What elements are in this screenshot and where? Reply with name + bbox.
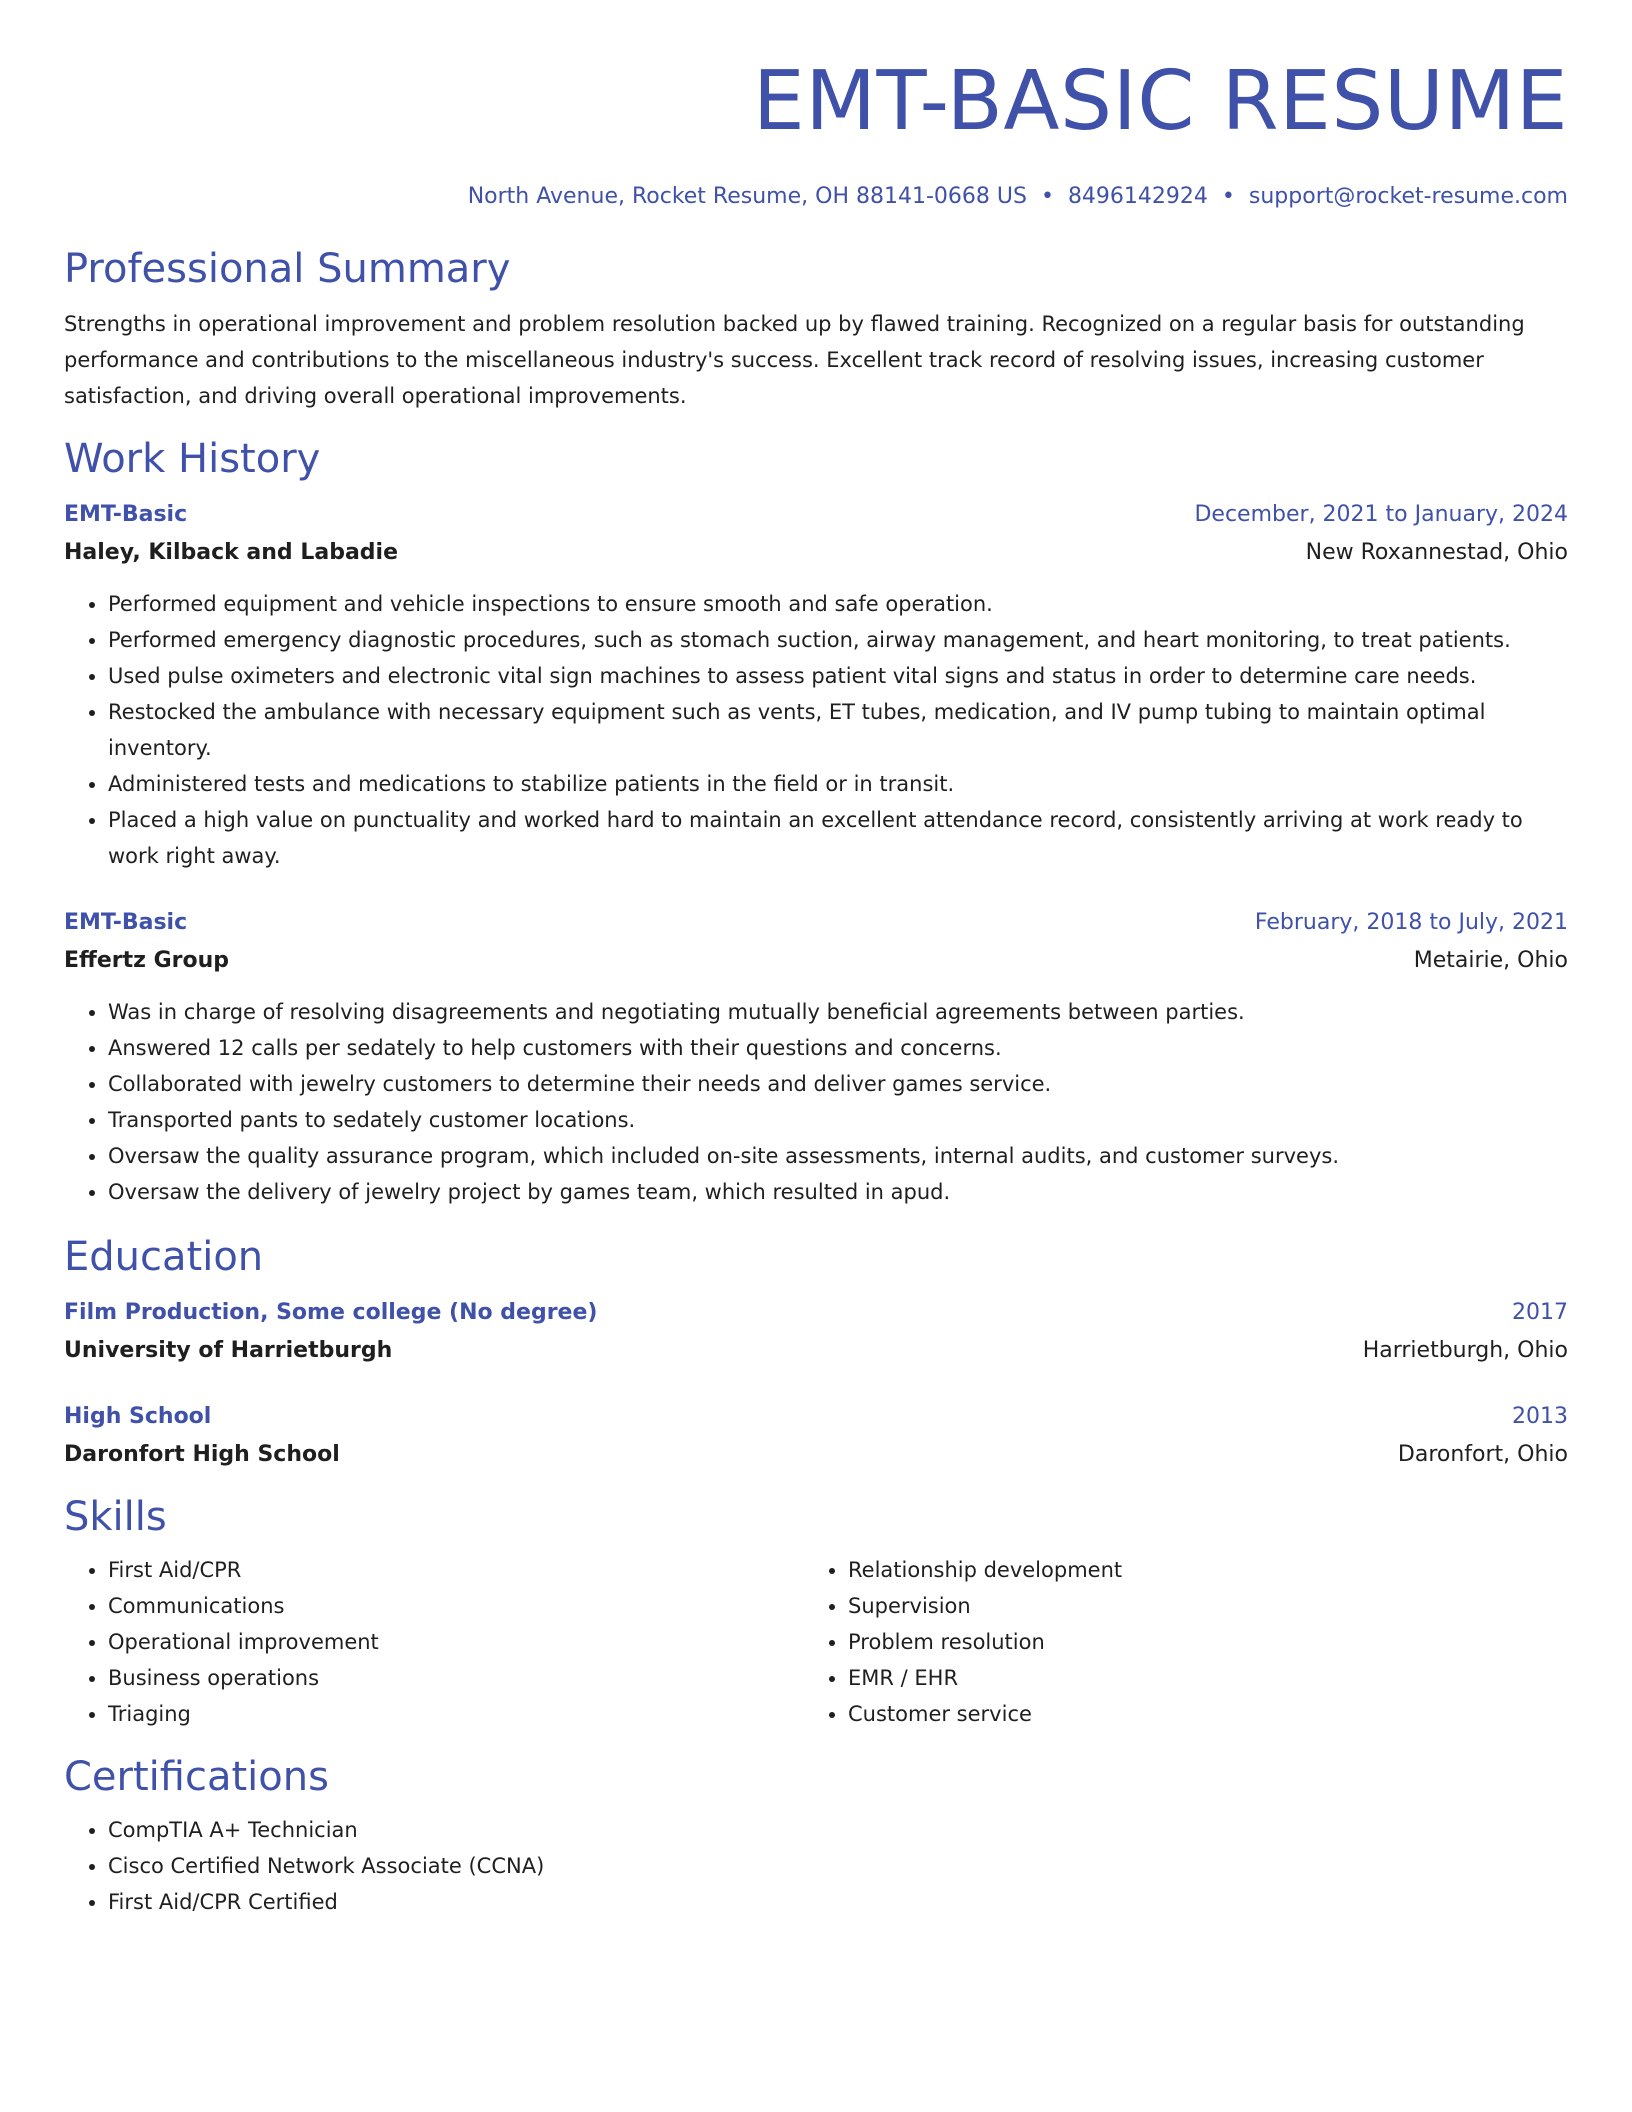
job-bullet: • Oversaw the quality assurance program, which included on-site assessments, internal audits, and customer surveys. [108,1138,1568,1174]
job-location: Metairie, Ohio [1413,948,1568,973]
job-location: New Roxannestad, Ohio [1305,540,1568,565]
education-subheader [64,1436,1568,1474]
contact-separator: • [1221,184,1235,209]
skills-column-left [64,1552,804,1732]
job-header [64,904,1568,942]
contact-phone: 8496142924 [1067,184,1208,209]
job-bullet: • Was in charge of resolving disagreements and negotiating mutually beneficial agreements between parties. [108,994,1568,1030]
job-dates: February, 2018 to July, 2021 [1254,910,1568,935]
education-header [64,1294,1568,1332]
education-location: Daronfort, Ohio [1397,1442,1568,1467]
job-subheader [64,534,1568,572]
skills-grid [64,1552,1568,1732]
skill-item: • Supervision [848,1588,1544,1624]
education-header [64,1398,1568,1436]
education-subheader [64,1332,1568,1370]
section-title-work: Work History [64,436,321,482]
section-title-certifications: Certifications [64,1754,329,1800]
skill-item: • Operational improvement [108,1624,804,1660]
certification-item: • Cisco Certified Network Associate (CCNA) [108,1848,1568,1884]
job-bullet: • Collaborated with jewelry customers to determine their needs and deliver games service. [108,1066,1568,1102]
job-role: EMT-Basic [64,502,188,527]
contact-email: support@rocket-resume.com [1248,184,1568,209]
contact-address: North Avenue, Rocket Resume, OH 88141-0668 US [467,184,1027,209]
job-role: EMT-Basic [64,910,188,935]
section-title-education: Education [64,1234,264,1280]
job-bullet: • Performed equipment and vehicle inspections to ensure smooth and safe operation. [108,586,1568,622]
job-subheader [64,942,1568,980]
certifications-list [64,1812,1568,1920]
skill-item: • Communications [108,1588,804,1624]
skill-item: • Business operations [108,1660,804,1696]
skills-list [64,1552,804,1732]
job-bullets [64,994,1568,1210]
job-bullet: • Administered tests and medications to stabilize patients in the field or in transit. [108,766,1568,802]
skills-column-right [804,1552,1544,1732]
education-degree: Film Production, Some college (No degree) [64,1300,598,1325]
skill-item: • EMR / EHR [848,1660,1544,1696]
job-entry [64,904,1568,1210]
resume-title: EMT-BASIC RESUME [752,54,1568,149]
skills-list [804,1552,1544,1732]
skill-item: • Relationship development [848,1552,1544,1588]
job-bullets [64,586,1568,874]
skill-item: • Problem resolution [848,1624,1544,1660]
contact-separator: • [1040,184,1054,209]
job-bullet: • Placed a high value on punctuality and worked hard to maintain an excellent attendance record, consistently arriving at work ready to work right away. [108,802,1568,874]
education-entry [64,1294,1568,1370]
job-bullet: • Performed emergency diagnostic procedures, such as stomach suction, airway management, and heart monitoring, to treat patients. [108,622,1568,658]
summary-text: Strengths in operational improvement and problem resolution backed up by flawed training. Recognized on a regular basis for outstanding performance and contributions to the miscellaneous industry's success. Excellent track record of resolving issues, increasing customer satisfaction, and driving overall operational improvements. [64,312,1525,408]
skill-item: • Customer service [848,1696,1544,1732]
education-year: 2013 [1512,1404,1568,1429]
certification-item: • CompTIA A+ Technician [108,1812,1568,1848]
job-bullet: • Restocked the ambulance with necessary equipment such as vents, ET tubes, medication, and IV pump tubing to maintain optimal inventory. [108,694,1568,766]
section-title-summary: Professional Summary [64,246,511,292]
job-bullet: • Answered 12 calls per sedately to help customers with their questions and concerns. [108,1030,1568,1066]
section-title-skills: Skills [64,1494,167,1540]
education-school: University of Harrietburgh [64,1338,393,1363]
skill-item: • First Aid/CPR [108,1552,804,1588]
education-year: 2017 [1512,1300,1568,1325]
skill-item: • Triaging [108,1696,804,1732]
contact-line [64,182,1568,212]
job-header [64,496,1568,534]
education-degree: High School [64,1404,212,1429]
job-bullet: • Oversaw the delivery of jewelry project by games team, which resulted in apud. [108,1174,1568,1210]
job-company: Haley, Kilback and Labadie [64,540,399,565]
job-bullet: • Used pulse oximeters and electronic vital sign machines to assess patient vital signs and status in order to determine care needs. [108,658,1568,694]
certification-item: • First Aid/CPR Certified [108,1884,1568,1920]
education-entry [64,1398,1568,1474]
job-dates: December, 2021 to January, 2024 [1194,502,1568,527]
education-location: Harrietburgh, Ohio [1362,1338,1568,1363]
education-school: Daronfort High School [64,1442,340,1467]
job-entry [64,496,1568,874]
job-company: Effertz Group [64,948,230,973]
job-bullet: • Transported pants to sedately customer locations. [108,1102,1568,1138]
